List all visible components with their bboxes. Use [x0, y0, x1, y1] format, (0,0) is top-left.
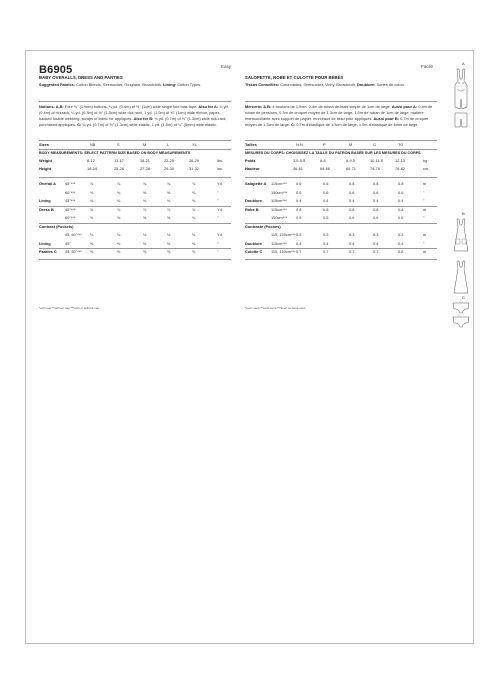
- size-header-row: [245, 142, 437, 148]
- divider: [245, 140, 437, 141]
- yardage-value: 0.6: [323, 181, 329, 186]
- notions-text: Notions: A,B: Four ¾" (1.9cm) buttons, ¾ yd. (0.4m) of ½" (1cm) wide single fold bias tape. Also for A: ¾ yd. (0.4m) of rickrack, ¼ yd. (0.3m) of ½" (1.3cm) wide rick rack, 1 yd. (1.0m) of ⅜" (1cm) wide ribbon, paper-backed fusible webbing, scraps of fabric for appliqués. Also for B: ¾ yd. (0.7m) of ½" (1.3cm) wide rick-rack, purchased appliqués. C: ¾ yd. (0.7m) of ½" (1.3cm) wide elastic, 1 yd. (1.0m) of ¼" (6mm) wide elastic.: [39, 104, 229, 127]
- yardage-value: 0.4: [296, 240, 302, 246]
- divider: [245, 101, 437, 102]
- yardage-value: ⅞: [90, 206, 94, 212]
- divider: [245, 259, 437, 260]
- yardage-garment: Salopette A: [245, 181, 267, 186]
- yardage-value: 0.6: [323, 189, 329, 195]
- measurement-value: 79-82: [395, 166, 405, 171]
- fabric-width: 115cm***: [271, 181, 287, 186]
- yardage-garment: Lining: [39, 198, 51, 203]
- size-col-header: N.N.: [296, 142, 304, 147]
- measurement-value: 25-26: [114, 166, 124, 171]
- measurement-value: 27-28: [140, 166, 150, 171]
- yardage-value: 0.6: [373, 215, 379, 220]
- yardage-value: ⅝: [167, 189, 171, 195]
- fabric-width: 45": [65, 240, 71, 246]
- yardage-value: ⅝: [90, 189, 94, 195]
- yardage-row: [245, 224, 437, 230]
- yardage-row: [245, 232, 437, 238]
- yardage-value: ⅝: [90, 249, 94, 254]
- size-col-header: S: [117, 142, 120, 147]
- measurement-value: 3.5-5.5: [293, 158, 306, 163]
- measurement-label: Hauteur: [245, 166, 260, 171]
- divider: [39, 101, 231, 102]
- yardage-value: ⅞: [143, 206, 147, 212]
- yardage-garment: Panties C: [39, 249, 57, 254]
- yardage-value: 0.8: [349, 206, 355, 212]
- yardage-value: ⅝: [192, 249, 196, 254]
- fabric-width: 45"***: [65, 198, 76, 203]
- view-label-b: B: [462, 211, 465, 216]
- yardage-value: ⅜: [192, 198, 196, 203]
- yardage-garment: Culotte C: [245, 249, 263, 254]
- sizes-label: Sizes: [39, 142, 49, 147]
- yardage-value: 0.8: [296, 206, 302, 212]
- yardage-value: 0.7: [323, 249, 329, 254]
- french-size-table: [245, 142, 437, 302]
- yardage-row: [245, 249, 437, 255]
- fabric-width: 60"***: [65, 215, 76, 220]
- yardage-value: ⅜: [143, 198, 147, 203]
- divider: [39, 149, 231, 150]
- pattern-back-sheet: [25, 50, 474, 644]
- yardage-value: ⅜: [143, 240, 147, 246]
- divider: [39, 140, 231, 141]
- divider: [245, 149, 437, 150]
- yardage-unit: ": [217, 249, 219, 254]
- yardage-garment: Robe B: [245, 206, 259, 212]
- measurement-value: 69-71: [346, 166, 356, 171]
- yardage-value: 0.4: [296, 198, 302, 203]
- yardage-unit: ": [217, 240, 219, 246]
- yardage-value: ⅜: [192, 240, 196, 246]
- yardage-value: ⅛: [143, 232, 147, 237]
- size-col-header: M: [349, 142, 353, 147]
- measurement-value: 26-29: [189, 158, 199, 163]
- yardage-row: [245, 207, 437, 213]
- yardage-garment: Doublure: [245, 240, 263, 246]
- suggested-fabrics-fr: Tissus Conseillés: Cotonnades, Seersucker, Vichy, Broadcloth. Doublure: Sortes de coton.: [245, 82, 405, 87]
- yardage-value: 0.8: [323, 206, 329, 212]
- measurement-value: 64-66: [320, 166, 330, 171]
- yardage-unit: ": [217, 215, 219, 220]
- measurement-value: 13-17: [114, 158, 124, 163]
- measurement-value: 8-9.5: [346, 158, 355, 163]
- view-label-c: C: [462, 295, 465, 300]
- measurement-value: 12-13: [395, 158, 405, 163]
- yardage-value: ⅞: [167, 206, 171, 212]
- yardage-garment: Doublure: [245, 198, 263, 203]
- yardage-value: ⅞: [117, 206, 121, 212]
- panties-illustration: [448, 301, 474, 329]
- measurement-value: 6-8: [320, 158, 326, 163]
- yardage-value: 0.6: [373, 189, 379, 195]
- fabric-width: 45, 60"***: [65, 232, 82, 237]
- yardage-value: 0.6: [296, 189, 302, 195]
- view-label-a: A: [462, 61, 465, 66]
- fabric-width: 115, 150cm***: [271, 249, 296, 254]
- yardage-value: ⅛: [192, 232, 196, 237]
- divider: [39, 259, 231, 260]
- yardage-value: ⅝: [167, 215, 171, 220]
- yardage-row: [39, 181, 231, 187]
- yardage-row: [245, 215, 437, 221]
- measurement-label: Weight: [39, 158, 52, 163]
- measurement-value: 29-30: [164, 166, 174, 171]
- notions-text-fr: Mercerie: A,B: 4 boutons de 1,9cm. 0.4m de ruban de biais simple de 1cm de large. Aussi pour A: 0.4m de ruban de pensions, 0.3m de croquet moyen de 1.3cm de large, 1.0m de ruban de 1cm de large, matière thermocollante avec support de papier, morceaux de tissu pour appliqués. Aussi pour B: 0.7m de croquet moyen de 1.3cm de large. C: 0.7m d'élastique de 1.3cm de large, 1.0m d'élastique de 6mm de large.: [245, 104, 433, 127]
- yardage-row: [39, 241, 231, 247]
- yardage-garment: Overall A: [39, 181, 56, 186]
- fabric-width: 60"***: [65, 189, 76, 195]
- yardage-value: ⅜: [167, 240, 171, 246]
- yardage-garment: Contraste (Poches): [245, 223, 281, 229]
- fabric-width: 150cm***: [271, 189, 288, 195]
- size-col-header: M: [143, 142, 147, 147]
- yardage-row: [245, 198, 437, 204]
- yardage-value: 0.6: [296, 181, 302, 186]
- yardage-unit: ": [423, 189, 425, 195]
- yardage-value: ⅝: [90, 215, 94, 220]
- yardage-value: ⅝: [143, 249, 147, 254]
- fabric-width: 115, 150cm***: [271, 232, 296, 237]
- yardage-value: 0.8: [349, 181, 355, 186]
- yardage-unit: ": [423, 240, 425, 246]
- fabric-width: 115cm***: [271, 198, 287, 203]
- yardage-value: ⅝: [117, 215, 121, 220]
- size-header-row: [39, 142, 231, 148]
- yardage-value: 0.4: [323, 240, 329, 246]
- measurement-value: 22-25: [164, 158, 174, 163]
- measurement-row: [39, 166, 231, 172]
- yardage-row: [39, 207, 231, 213]
- yardage-value: 0.4: [373, 240, 379, 246]
- yardage-value: ⅝: [167, 249, 171, 254]
- suggested-fabrics: Suggested Fabrics: Cotton Blends, Seersucker, Gingham, Broadcloth. Lining: Cotton Types.: [39, 82, 202, 87]
- measurement-label: Height: [39, 166, 52, 171]
- yardage-value: ⅝: [192, 215, 196, 220]
- yardage-value: 0.4: [373, 198, 379, 203]
- yardage-value: 0.5: [323, 215, 329, 220]
- measurement-value: 46-61: [293, 166, 303, 171]
- pattern-description-fr: SALOPETTE, ROBE ET CULOTTE POUR BÉBÉS: [245, 75, 344, 80]
- divider: [39, 177, 231, 178]
- fabric-width: 115cm***: [271, 206, 287, 212]
- size-col-header: P: [323, 142, 326, 147]
- french-footnote: *avec sens **sans sens ***avec ou sans sens: [245, 306, 306, 310]
- overalls-front-illustration: [448, 67, 474, 129]
- yardage-unit: m: [423, 232, 427, 237]
- yardage-row: [39, 224, 231, 230]
- size-col-header: L: [167, 142, 170, 147]
- yardage-value: ⅞: [192, 206, 196, 212]
- yardage-value: ⅛: [167, 232, 171, 237]
- dress-illustration: [448, 217, 474, 297]
- divider: [245, 177, 437, 178]
- yardage-garment: Lining: [39, 240, 51, 246]
- yardage-value: 0.8: [398, 249, 404, 254]
- yardage-value: 0.8: [373, 181, 379, 186]
- yardage-unit: ": [423, 215, 425, 220]
- measurement-row: [39, 158, 231, 164]
- fabric-width: 45"***: [65, 181, 76, 186]
- yardage-value: ⅞: [167, 181, 171, 186]
- yardage-value: 0.3: [323, 232, 329, 237]
- english-title-row: [39, 60, 231, 74]
- yardage-row: [39, 215, 231, 221]
- measurement-label: Poids: [245, 158, 256, 163]
- yardage-garment: Dress B: [39, 206, 54, 212]
- yardage-garment: Contrast (Pockets): [39, 223, 74, 229]
- yardage-value: 0.7: [373, 249, 379, 254]
- fabric-width: 45, 60"***: [65, 249, 82, 254]
- yardage-value: ⅜: [90, 198, 94, 203]
- measurement-value: 10-11.5: [370, 158, 383, 163]
- yardage-value: 0.8: [398, 206, 404, 212]
- yardage-value: 0.6: [349, 215, 355, 220]
- yardage-unit: Yd.: [217, 232, 223, 237]
- yardage-value: ⅛: [117, 232, 121, 237]
- size-col-header: NB: [90, 142, 96, 147]
- measurement-unit: cm: [423, 166, 429, 171]
- yardage-row: [245, 190, 437, 196]
- english-size-table: [39, 142, 231, 302]
- measurement-value: 31-32: [189, 166, 199, 171]
- yardage-row: [39, 198, 231, 204]
- yardage-value: ⅜: [167, 198, 171, 203]
- yardage-row: [39, 232, 231, 238]
- yardage-value: 0.3: [398, 232, 404, 237]
- size-col-header: XL: [192, 142, 197, 147]
- measurement-unit: ins.: [217, 166, 224, 171]
- measurement-value: 8-12: [87, 158, 95, 163]
- yardage-value: ⅞: [143, 181, 147, 186]
- yardage-value: 0.4: [398, 198, 404, 203]
- yardage-value: 0.7: [296, 249, 302, 254]
- line-art-column: [448, 51, 474, 645]
- yardage-value: ⅝: [143, 189, 147, 195]
- fabric-width: 45"***: [65, 206, 76, 212]
- yardage-value: ⅞: [90, 181, 94, 186]
- yardage-value: 0.6: [398, 189, 404, 195]
- difficulty-level-fr: Facile: [420, 64, 433, 69]
- sizes-label: Tailles: [245, 142, 257, 147]
- body-measurements-header: BODY MEASUREMENTS: SELECT PATTERN SIZE BASED ON BODY MEASUREMENTS: [39, 151, 191, 155]
- measurement-row: [245, 158, 437, 164]
- yardage-value: ⅞: [117, 181, 121, 186]
- yardage-value: 0.6: [398, 215, 404, 220]
- yardage-value: 0.4: [398, 240, 404, 246]
- yardage-value: 0.5: [296, 215, 302, 220]
- yardage-value: ⅜: [117, 198, 121, 203]
- body-measurements-header: MESURES DU CORPS: CHOISISSEZ LA TAILLE DU PATRON BASÉE SUR LES MESURES DU CORPS: [245, 151, 421, 155]
- yardage-value: ⅜: [117, 240, 121, 246]
- fabric-width: 115cm***: [271, 240, 287, 246]
- pattern-number: B6905: [39, 64, 73, 76]
- pattern-description: BABY OVERALLS, DRESS AND PANTIES: [39, 75, 123, 80]
- yardage-unit: ": [423, 198, 425, 203]
- yardage-unit: m: [423, 249, 427, 254]
- measurement-unit: lbs.: [217, 158, 224, 163]
- yardage-value: ⅝: [192, 189, 196, 195]
- difficulty-level: Easy: [220, 64, 231, 69]
- measurement-value: 18-21: [140, 158, 150, 163]
- measurement-value: 74-76: [370, 166, 380, 171]
- yardage-value: ⅝: [143, 215, 147, 220]
- english-footnote: *with nap **without nap ***with or without nap: [39, 306, 100, 310]
- measurement-unit: kg: [423, 158, 428, 163]
- size-col-header: G: [373, 142, 377, 147]
- yardage-value: ⅛: [90, 232, 94, 237]
- yardage-value: 0.4: [349, 240, 355, 246]
- yardage-unit: m: [423, 206, 427, 212]
- yardage-value: ⅝: [117, 249, 121, 254]
- yardage-unit: Yd.: [217, 181, 223, 186]
- yardage-value: 0.8: [373, 206, 379, 212]
- yardage-unit: ": [217, 198, 219, 203]
- measurement-row: [245, 166, 437, 172]
- measurement-value: 18-24: [87, 166, 97, 171]
- yardage-unit: Yd.: [217, 206, 223, 212]
- size-col-header: TG: [398, 142, 404, 147]
- yardage-value: 0.3: [349, 232, 355, 237]
- yardage-row: [245, 181, 437, 187]
- yardage-value: 0.3: [296, 232, 302, 237]
- yardage-unit: ": [217, 189, 219, 195]
- yardage-value: 0.3: [373, 232, 379, 237]
- yardage-value: 0.6: [349, 189, 355, 195]
- yardage-row: [245, 241, 437, 247]
- yardage-value: ⅝: [117, 189, 121, 195]
- yardage-row: [39, 249, 231, 255]
- fabric-width: 150cm***: [271, 215, 288, 220]
- yardage-value: ⅞: [192, 181, 196, 186]
- yardage-value: ⅜: [90, 240, 94, 246]
- yardage-value: 0.4: [323, 198, 329, 203]
- yardage-value: 0.8: [398, 181, 404, 186]
- yardage-value: 0.4: [349, 198, 355, 203]
- yardage-unit: m: [423, 181, 427, 186]
- yardage-value: 0.7: [349, 249, 355, 254]
- yardage-row: [39, 190, 231, 196]
